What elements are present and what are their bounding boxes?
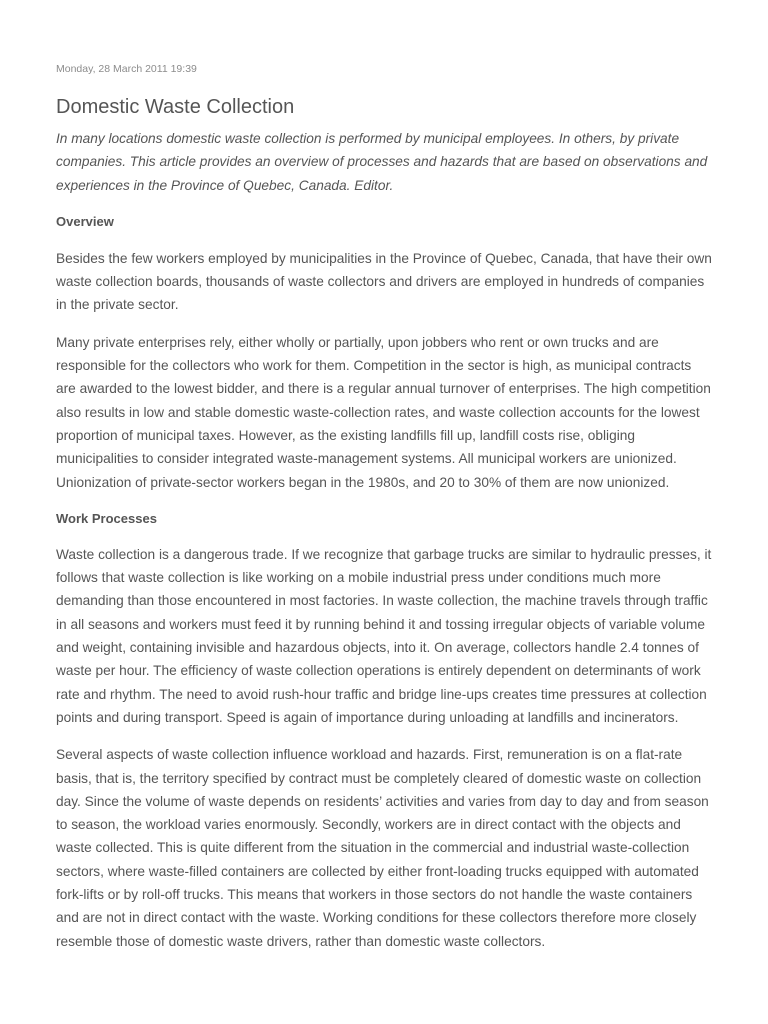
overview-paragraph-2: Many private enterprises rely, either wholly or partially, upon jobbers who rent or own trucks and are responsible for the collectors who work for them. Competition in the sector is high, as municipal contracts are awarded to the lowest bidder, and there is a regular annual turnover of enterprises. The high competition also results in low and stable domestic waste-collection rates, and waste collection accounts for the lowest proportion of municipal taxes. However, as the existing landfills fill up, landfill costs rise, obliging municipalities to consider integrated waste-management systems. All municipal workers are unionized. Unionization of private-sector workers began in the 1980s, and 20 to 30% of them are now unionized. bbox=[56, 334, 711, 490]
work-processes-paragraph-1: Waste collection is a dangerous trade. If we recognize that garbage trucks are similar to hydraulic presses, it follows that waste collection is like working on a mobile industrial press under conditions much more demanding than those encountered in most factories. In waste collection, the machine travels through traffic in all seasons and workers must feed it by running behind it and tossing irregular objects of variable volume and weight, containing invisible and hazardous objects, into it. On average, collectors handle 2.4 tonnes of waste per hour. The efficiency of waste collection operations is entirely dependent on determinants of work rate and rhythm. The need to avoid rush-hour traffic and bridge line-ups creates time pressures at collection points and during transport. Speed is again of importance during unloading at landfills and incinerators. bbox=[56, 546, 712, 725]
overview-paragraph-1: Besides the few workers employed by municipalities in the Province of Quebec, Canada, that have their own waste collection boards, thousands of waste collectors and drivers are employed in hundreds of companies in the private sector. bbox=[56, 250, 712, 313]
section-heading-work-processes: Work Processes bbox=[56, 510, 157, 526]
section-heading-overview: Overview bbox=[56, 213, 114, 229]
article-intro: In many locations domestic waste collection is performed by municipal employees. In others, by private companies. This article provides an overview of processes and hazards that are based on observations and experiences in the Province of Quebec, Canada. Editor. bbox=[56, 131, 708, 193]
article-date: Monday, 28 March 2011 19:39 bbox=[56, 63, 197, 75]
article-title: Domestic Waste Collection bbox=[56, 96, 295, 118]
work-processes-paragraph-2: Several aspects of waste collection influence workload and hazards. First, remuneration is on a flat-rate basis, that is, the territory specified by contract must be completely cleared of domestic waste on collection day. Since the volume of waste depends on residents’ activities and varies from day to day and from season to season, the workload varies enormously. Secondly, workers are in direct contact with the objects and waste collected. This is quite different from the situation in the commercial and industrial waste-collection sectors, where waste-filled containers are collected by either front-loading trucks equipped with automated fork-lifts or by roll-off trucks. This means that workers in those sectors do not handle the waste containers and are not in direct contact with the waste. Working conditions for these collectors therefore more closely resemble those of domestic waste drivers, rather than domestic waste collectors. bbox=[56, 747, 709, 949]
